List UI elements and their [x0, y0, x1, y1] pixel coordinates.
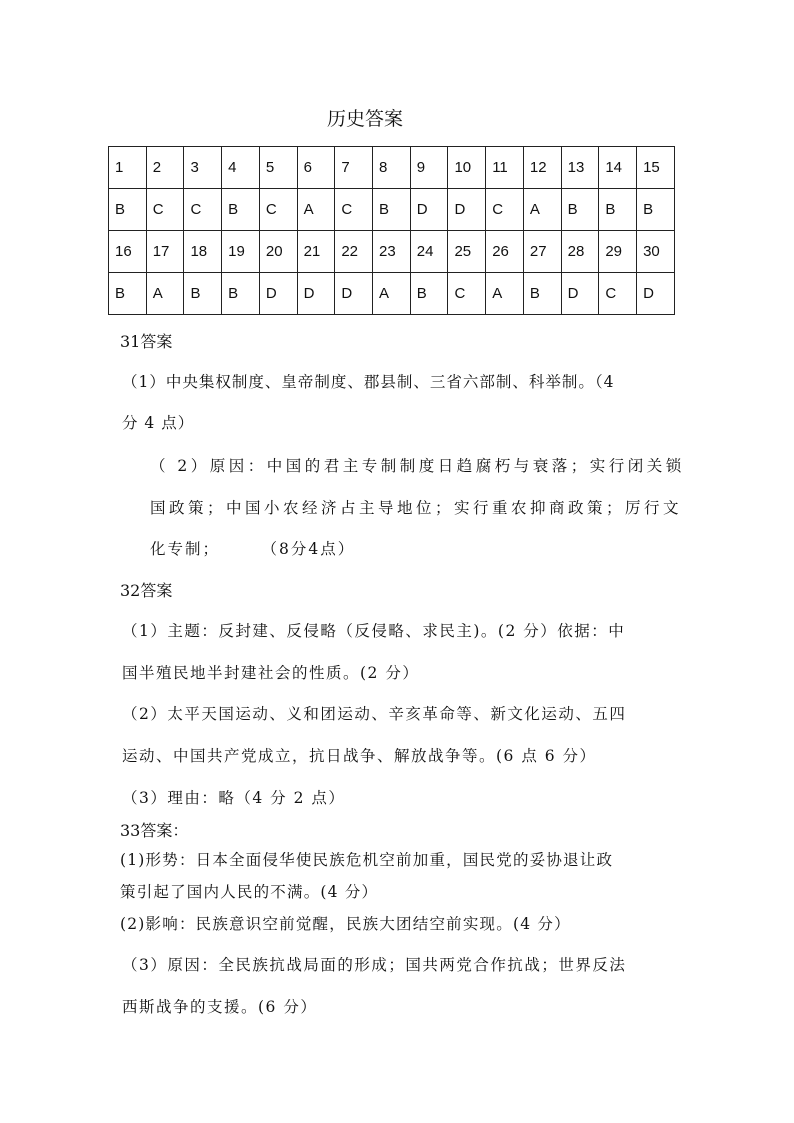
question-number-cell: 18	[184, 231, 222, 273]
question-number-cell: 7	[335, 147, 373, 189]
question-number-cell: 12	[523, 147, 561, 189]
q33-heading: 33答案：	[120, 821, 189, 840]
question-number-row	[109, 231, 675, 273]
q33-part1-line1: (1)形势：日本全面侵华使民族危机空前加重，国民党的妥协退让政	[120, 851, 614, 869]
answer-letter-cell: C	[599, 273, 637, 315]
title-text: 历史答案	[326, 108, 403, 130]
answer-letter-cell: C	[448, 273, 486, 315]
answer-letter-cell: B	[222, 189, 260, 231]
question-number-cell: 8	[373, 147, 411, 189]
answer-letter-cell: B	[410, 273, 448, 315]
answer-letter-cell: D	[561, 273, 599, 315]
question-number-cell: 3	[184, 147, 222, 189]
question-number-cell: 13	[561, 147, 599, 189]
answer-letter-cell: C	[146, 189, 184, 231]
answer-table-body	[109, 147, 675, 315]
question-number-cell: 19	[222, 231, 260, 273]
answer-letter-row	[109, 189, 675, 231]
question-number-cell: 6	[297, 147, 335, 189]
answer-letter-cell: D	[259, 273, 297, 315]
q32-part1-line1: （1）主题：反封建、反侵略（反侵略、求民主)。(2 分）依据：中	[122, 622, 626, 640]
question-number-cell: 25	[448, 231, 486, 273]
answer-letter-cell: D	[448, 189, 486, 231]
answer-letter-cell: B	[109, 273, 147, 315]
q31-part2-line1: （ 2）原因：中国的君主专制制度日趋腐朽与衰落；实行闭关锁	[150, 457, 685, 475]
answer-letter-cell: C	[335, 189, 373, 231]
answer-letter-cell: A	[523, 189, 561, 231]
q31-heading: 31答案	[120, 332, 173, 351]
answer-table	[108, 146, 675, 315]
answer-letter-cell: B	[523, 273, 561, 315]
answer-letter-cell: B	[561, 189, 599, 231]
q31-part2-line3: 化专制； （8分4点）	[150, 540, 356, 558]
question-number-cell: 26	[486, 231, 524, 273]
question-number-cell: 20	[259, 231, 297, 273]
question-number-cell: 28	[561, 231, 599, 273]
answer-letter-cell: B	[637, 189, 675, 231]
answer-letter-cell: C	[184, 189, 222, 231]
answer-letter-cell: C	[486, 189, 524, 231]
q32-part2-line1: （2）太平天国运动、义和团运动、辛亥革命等、新文化运动、五四	[122, 705, 627, 723]
answer-letter-cell: D	[297, 273, 335, 315]
q33-part2-line1: (2)影响：民族意识空前觉醒，民族大团结空前实现。(4 分）	[120, 915, 571, 933]
q31-part1-line1: （1）中央集权制度、皇帝制度、郡县制、三省六部制、科举制。（4	[122, 373, 615, 391]
question-number-cell: 24	[410, 231, 448, 273]
question-number-cell: 16	[109, 231, 147, 273]
q32-part2-line2: 运动、中国共产党成立，抗日战争、解放战争等。(6 点 6 分）	[122, 747, 597, 765]
q31-part1-line2: 分 4 点）	[122, 414, 195, 432]
question-number-cell: 14	[599, 147, 637, 189]
answer-letter-cell: C	[259, 189, 297, 231]
question-number-cell: 10	[448, 147, 486, 189]
question-number-cell: 2	[146, 147, 184, 189]
answer-letter-cell: B	[109, 189, 147, 231]
page-title	[0, 104, 794, 131]
question-number-cell: 17	[146, 231, 184, 273]
answer-letter-cell: A	[297, 189, 335, 231]
q32-part3-line1: （3）理由：略（4 分 2 点）	[122, 789, 346, 807]
q32-heading: 32答案	[120, 581, 173, 600]
question-number-cell: 5	[259, 147, 297, 189]
answer-letter-cell: A	[486, 273, 524, 315]
answer-letter-cell: B	[599, 189, 637, 231]
answer-letter-cell: D	[637, 273, 675, 315]
question-number-cell: 21	[297, 231, 335, 273]
answer-letter-row	[109, 273, 675, 315]
answer-letter-cell: B	[184, 273, 222, 315]
question-number-cell: 30	[637, 231, 675, 273]
q31-part2-line2: 国政策；中国小农经济占主导地位；实行重农抑商政策；厉行文	[150, 499, 683, 517]
question-number-cell: 11	[486, 147, 524, 189]
answer-letter-cell: A	[373, 273, 411, 315]
question-number-cell: 29	[599, 231, 637, 273]
question-number-cell: 23	[373, 231, 411, 273]
question-number-cell: 4	[222, 147, 260, 189]
q32-part1-line2: 国半殖民地半封建社会的性质。(2 分）	[122, 664, 420, 682]
answer-letter-cell: D	[410, 189, 448, 231]
answer-letter-cell: B	[373, 189, 411, 231]
answer-letter-cell: A	[146, 273, 184, 315]
answer-letter-cell: D	[335, 273, 373, 315]
question-number-cell: 9	[410, 147, 448, 189]
question-number-cell: 27	[523, 231, 561, 273]
question-number-cell: 22	[335, 231, 373, 273]
question-number-cell: 15	[637, 147, 675, 189]
question-number-row	[109, 147, 675, 189]
answer-letter-cell: B	[222, 273, 260, 315]
q33-part3-line2: 西斯战争的支援。(6 分）	[122, 998, 318, 1016]
q33-part1-line2: 策引起了国内人民的不满。(4 分）	[120, 883, 379, 901]
q33-part3-line1: （3）原因：全民族抗战局面的形成；国共两党合作抗战；世界反法	[122, 956, 627, 974]
question-number-cell: 1	[109, 147, 147, 189]
